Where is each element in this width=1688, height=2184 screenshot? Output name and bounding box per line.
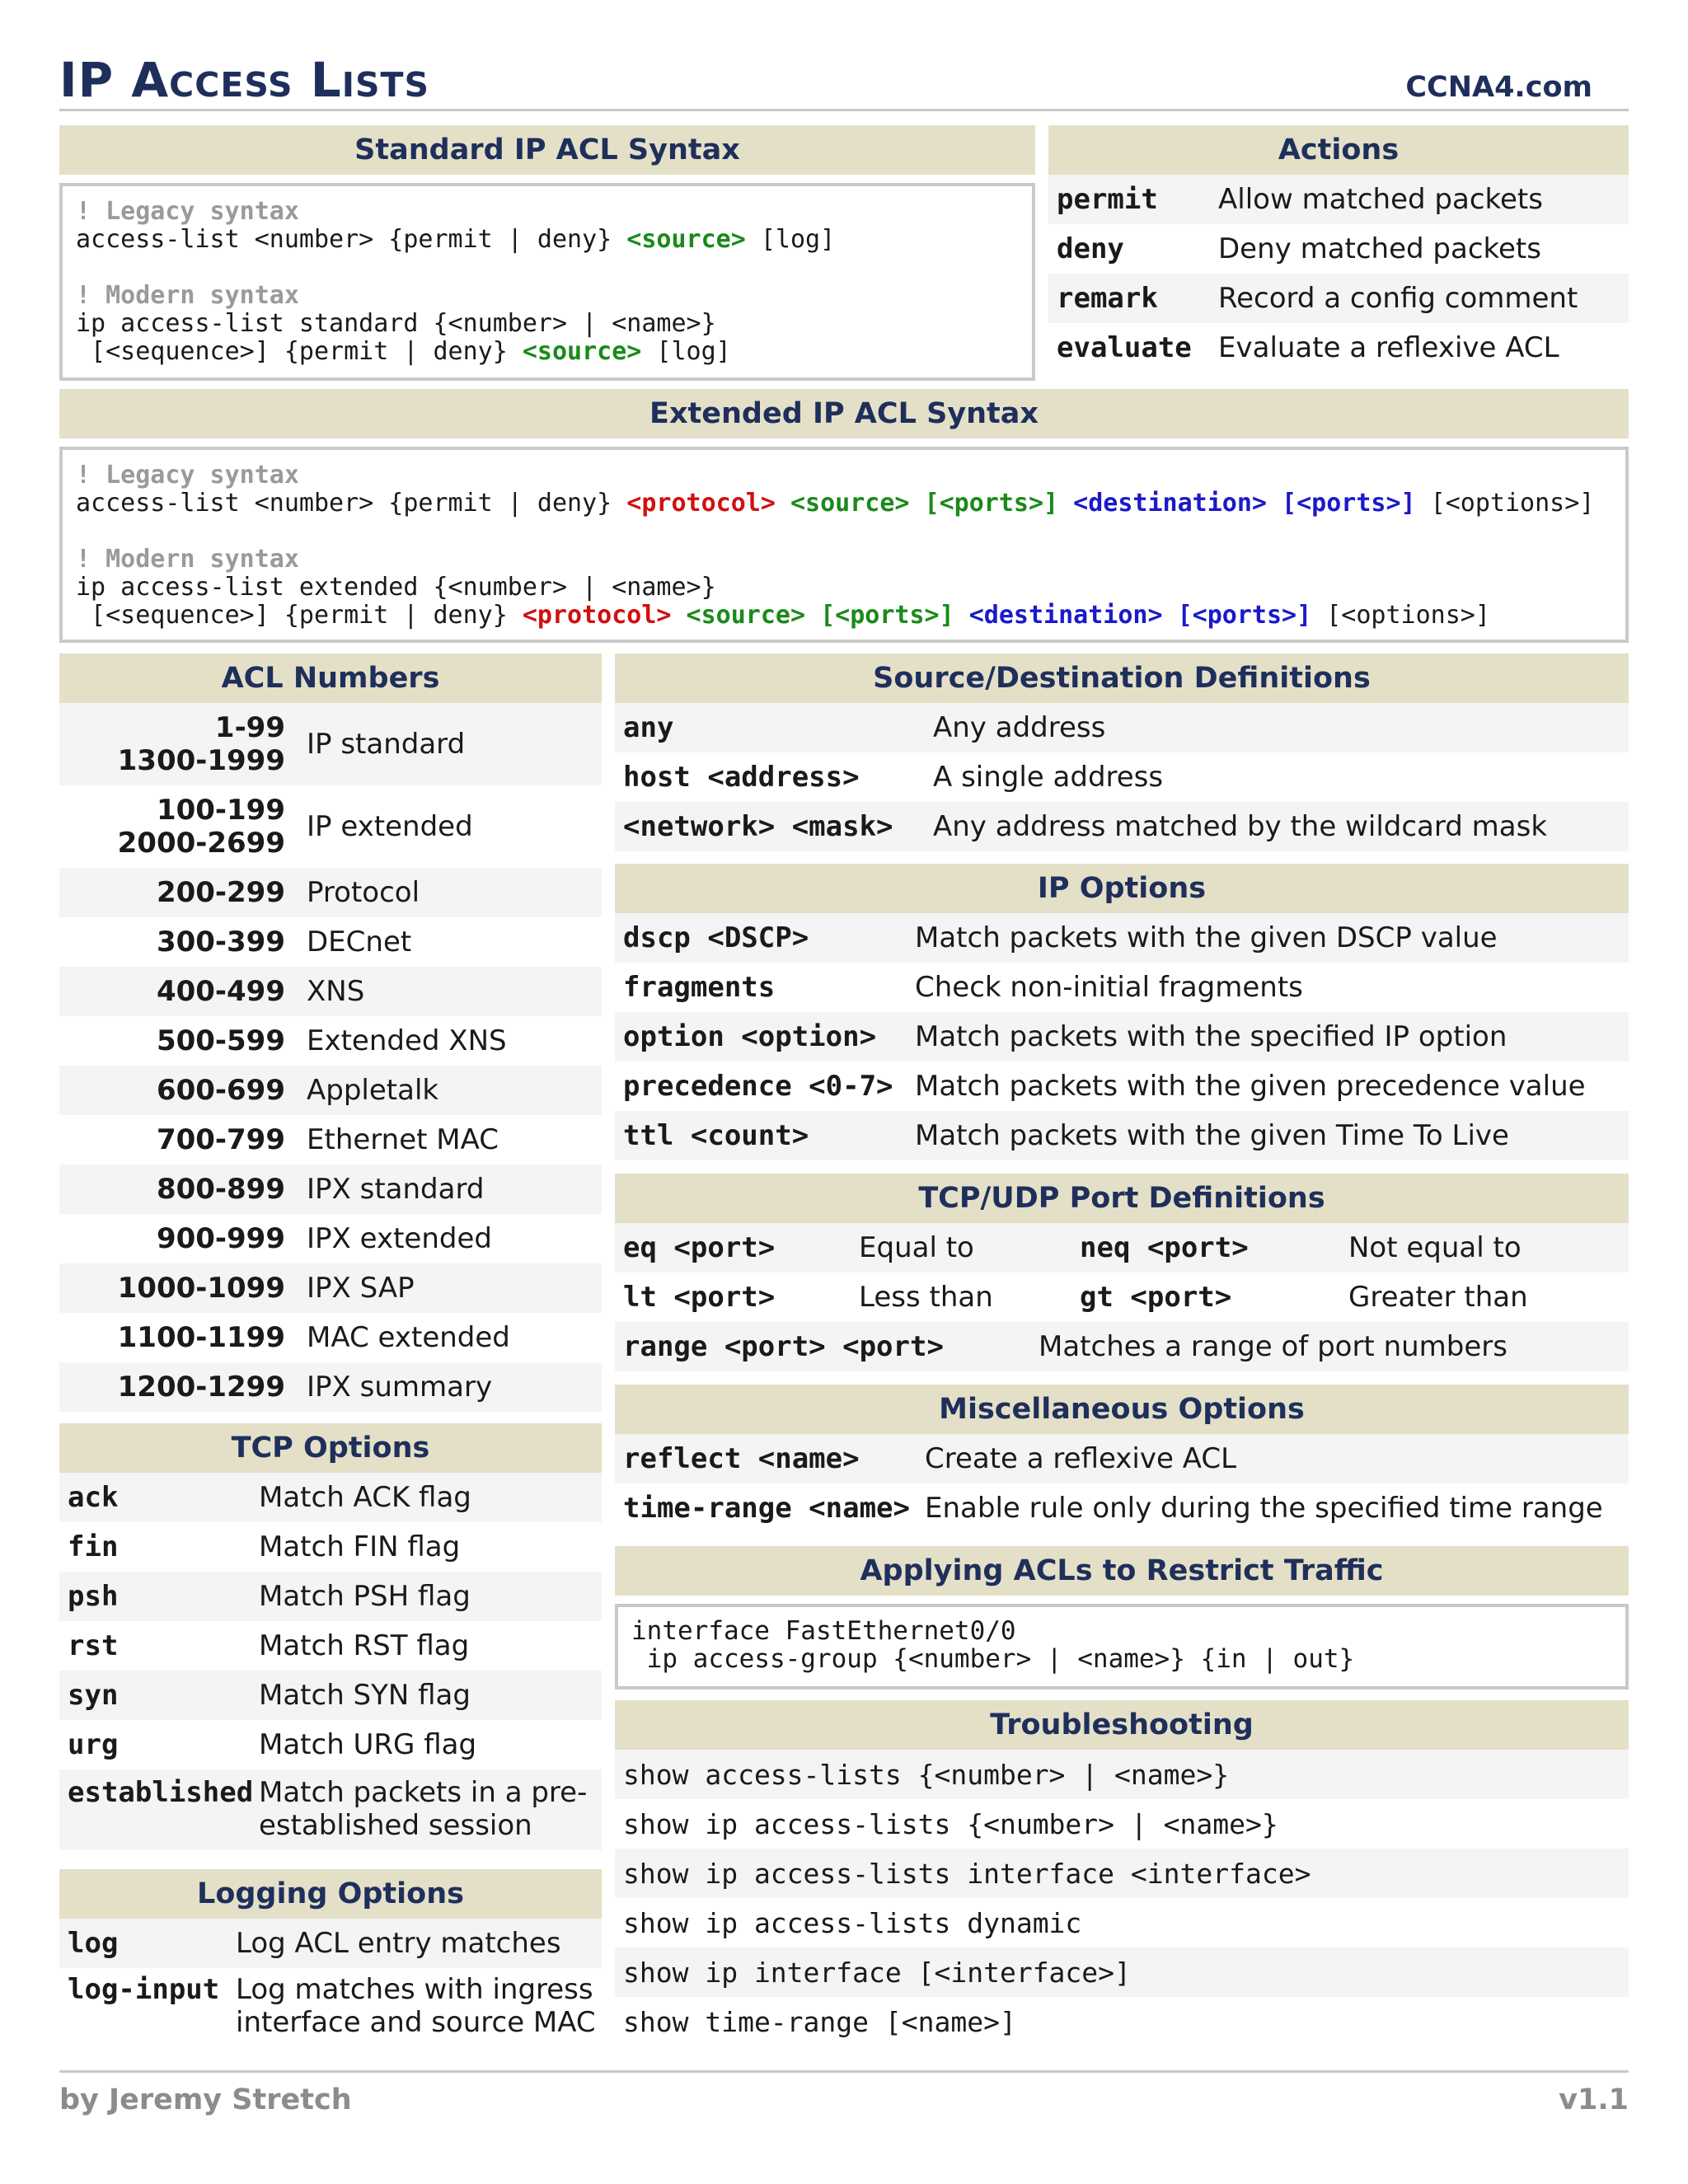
acl-range xyxy=(59,975,307,1008)
acl-range-value: 700-799 xyxy=(156,1123,285,1156)
action-desc: Deny matched packets xyxy=(1218,232,1541,265)
tcp-option-key: fin xyxy=(68,1530,119,1563)
acl-desc: IPX SAP xyxy=(307,1272,415,1305)
code-protocol: <protocol> xyxy=(626,489,776,518)
acl-desc: DECnet xyxy=(307,926,412,958)
logging-key: log-input xyxy=(68,1973,220,2006)
section-header: Source/Destination Definitions xyxy=(615,654,1629,703)
acl-range xyxy=(59,876,307,909)
table-row xyxy=(59,1671,602,1720)
ip-option-key: dscp <DSCP> xyxy=(623,921,809,954)
troubleshooting-command: show access-lists {<number> | <name>} xyxy=(615,1750,1629,1799)
table-row xyxy=(615,703,1629,752)
port-definitions-section xyxy=(615,1174,1629,1371)
action-key: deny xyxy=(1057,232,1124,265)
table-row xyxy=(615,1483,1629,1533)
port-desc: Greater than xyxy=(1348,1281,1528,1314)
code-source: <source> xyxy=(522,337,642,366)
table-row xyxy=(1048,224,1629,274)
acl-desc: IPX extended xyxy=(307,1222,492,1255)
desc-line: Match packets in a pre- xyxy=(259,1776,588,1809)
tcp-option-key: rst xyxy=(68,1629,119,1662)
port-key: eq <port> xyxy=(623,1231,776,1264)
code-text: [<sequence>] {permit | deny} xyxy=(76,337,523,366)
acl-range xyxy=(59,1272,307,1305)
tcp-option-key: psh xyxy=(68,1580,119,1613)
table-row xyxy=(615,802,1629,851)
ip-option-desc: Match packets with the given DSCP value xyxy=(915,921,1498,954)
table-row xyxy=(59,917,602,967)
port-key: neq <port> xyxy=(1080,1231,1249,1264)
acl-desc: Ethernet MAC xyxy=(307,1123,499,1156)
troubleshooting-command: show ip access-lists interface <interface> xyxy=(615,1849,1629,1898)
section-header: Actions xyxy=(1048,125,1629,175)
ip-option-desc: Check non-initial fragments xyxy=(915,971,1303,1004)
acl-range-value: 1000-1099 xyxy=(117,1272,285,1305)
footer-divider xyxy=(59,2070,1629,2073)
action-key: permit xyxy=(1057,183,1158,216)
acl-numbers-section xyxy=(59,654,602,1412)
code-protocol: <protocol> xyxy=(522,601,672,630)
srcdst-desc: A single address xyxy=(933,761,1164,794)
code-text: [<options>] xyxy=(1415,489,1595,518)
section-header: TCP/UDP Port Definitions xyxy=(615,1174,1629,1223)
acl-desc: Extended XNS xyxy=(307,1024,507,1057)
code-text: [log] xyxy=(641,337,731,366)
port-key: range <port> <port> xyxy=(623,1330,944,1363)
code-text: ip access-list standard {<number> | <name>} xyxy=(76,309,716,338)
troubleshooting-command: show ip access-lists dynamic xyxy=(615,1898,1629,1947)
ip-option-key: precedence <0-7> xyxy=(623,1070,893,1103)
table-row xyxy=(1048,274,1629,323)
acl-range-value: 600-699 xyxy=(156,1074,285,1107)
tcp-option-desc: Match ACK flag xyxy=(259,1481,471,1514)
code-comment: ! Modern syntax xyxy=(76,545,299,574)
acl-desc: IP standard xyxy=(307,728,466,761)
action-desc: Allow matched packets xyxy=(1218,183,1543,216)
srcdst-desc: Any address matched by the wildcard mask xyxy=(933,810,1548,843)
acl-range-value: 1-99 xyxy=(214,711,285,744)
acl-range-value: 800-899 xyxy=(156,1173,285,1206)
applying-acls-section xyxy=(615,1546,1629,1690)
port-key: lt <port> xyxy=(623,1281,776,1314)
action-desc: Evaluate a reflexive ACL xyxy=(1218,331,1559,364)
standard-syntax-code xyxy=(59,183,1035,381)
author: by Jeremy Stretch xyxy=(59,2083,352,2116)
port-desc: Matches a range of port numbers xyxy=(1039,1330,1507,1363)
code-text: access-list <number> {permit | deny} xyxy=(76,225,627,254)
misc-option-desc: Enable rule only during the specified time range xyxy=(925,1492,1603,1525)
table-row xyxy=(59,1572,602,1621)
acl-range xyxy=(59,926,307,958)
ip-option-desc: Match packets with the specified IP option xyxy=(915,1020,1507,1053)
desc-line: established session xyxy=(259,1809,532,1842)
table-row xyxy=(59,1473,602,1522)
acl-range-value: 500-599 xyxy=(156,1024,285,1057)
acl-range-value: 300-399 xyxy=(156,926,285,958)
table-row xyxy=(615,1272,1629,1322)
table-row xyxy=(1048,323,1629,373)
extended-acl-section xyxy=(59,389,1629,643)
acl-range-value: 200-299 xyxy=(156,876,285,909)
table-row xyxy=(59,1066,602,1115)
misc-options-section xyxy=(615,1385,1629,1533)
acl-range xyxy=(59,1321,307,1354)
ip-option-key: ttl <count> xyxy=(623,1119,809,1152)
tcp-option-desc: Match RST flag xyxy=(259,1629,470,1662)
code-source: <source> xyxy=(686,601,806,630)
tcp-option-desc: Match FIN flag xyxy=(259,1530,461,1563)
logging-options-section xyxy=(59,1869,602,2044)
code-text: interface FastEthernet0/0 xyxy=(631,1616,1016,1646)
code-comment: ! Modern syntax xyxy=(76,281,299,310)
section-header: TCP Options xyxy=(59,1423,602,1473)
code-source: <source> xyxy=(790,489,910,518)
table-row xyxy=(615,1223,1629,1272)
code-ports: [<ports>] xyxy=(820,601,954,630)
table-row xyxy=(59,703,602,785)
code-destination: <destination> xyxy=(968,601,1163,630)
acl-desc: IPX summary xyxy=(307,1371,493,1404)
tcp-option-key: ack xyxy=(68,1481,119,1514)
table-row xyxy=(59,1115,602,1165)
table-row xyxy=(615,1434,1629,1483)
table-row xyxy=(59,1968,602,2044)
action-desc: Record a config comment xyxy=(1218,282,1578,315)
tcp-option-key: established xyxy=(68,1776,254,1809)
header-divider xyxy=(59,109,1629,111)
tcp-option-desc: Match URG flag xyxy=(259,1728,477,1761)
code-text: ip access-list extended {<number> | <name>} xyxy=(76,573,716,602)
standard-acl-section xyxy=(59,125,1035,381)
table-row xyxy=(615,1111,1629,1160)
table-row xyxy=(59,1720,602,1769)
code-ports: [<ports>] xyxy=(1282,489,1416,518)
table-row xyxy=(59,868,602,917)
srcdst-key: <network> <mask> xyxy=(623,810,893,843)
table-row xyxy=(1048,175,1629,224)
acl-desc: XNS xyxy=(307,975,365,1008)
table-row xyxy=(59,1769,602,1850)
port-key: gt <port> xyxy=(1080,1281,1232,1314)
actions-section xyxy=(1048,125,1629,373)
table-row xyxy=(59,1522,602,1572)
acl-desc: MAC extended xyxy=(307,1321,510,1354)
acl-range-value: 1100-1199 xyxy=(117,1321,285,1354)
srcdst-desc: Any address xyxy=(933,711,1106,744)
table-row xyxy=(59,1165,602,1214)
table-row xyxy=(615,913,1629,963)
table-row xyxy=(59,785,602,868)
version: v1.1 xyxy=(1559,2083,1629,2116)
extended-syntax-code xyxy=(59,447,1629,643)
srcdst-key: any xyxy=(623,711,674,744)
acl-desc: Protocol xyxy=(307,876,420,909)
misc-option-desc: Create a reflexive ACL xyxy=(925,1442,1237,1475)
tcp-option-desc xyxy=(259,1776,587,1842)
acl-range-value: 2000-2699 xyxy=(117,827,285,860)
acl-range xyxy=(59,1371,307,1404)
logging-desc: Log matches with ingress interface and source MAC xyxy=(236,1973,596,2039)
tcp-option-key: urg xyxy=(68,1728,119,1761)
troubleshooting-command: show ip interface [<interface>] xyxy=(615,1947,1629,1997)
table-row xyxy=(59,967,602,1016)
table-row xyxy=(615,752,1629,802)
ip-option-key: option <option> xyxy=(623,1020,877,1053)
acl-range xyxy=(59,1024,307,1057)
section-header: Standard IP ACL Syntax xyxy=(59,125,1035,175)
ip-option-key: fragments xyxy=(623,971,776,1004)
acl-range-value: 400-499 xyxy=(156,975,285,1008)
section-header: IP Options xyxy=(615,864,1629,913)
ip-option-desc: Match packets with the given Time To Live xyxy=(915,1119,1509,1152)
logging-desc: Log ACL entry matches xyxy=(236,1927,561,1960)
code-destination: <destination> xyxy=(1073,489,1267,518)
acl-range xyxy=(59,1173,307,1206)
tcp-option-desc: Match PSH flag xyxy=(259,1580,471,1613)
table-row xyxy=(59,1919,602,1968)
acl-range xyxy=(59,794,307,860)
table-row xyxy=(59,1313,602,1362)
section-header: Extended IP ACL Syntax xyxy=(59,389,1629,438)
ip-options-section xyxy=(615,864,1629,1160)
acl-range-value: 1300-1999 xyxy=(117,744,285,777)
action-key: remark xyxy=(1057,282,1158,315)
table-row xyxy=(615,963,1629,1012)
section-header: Troubleshooting xyxy=(615,1700,1629,1750)
table-row xyxy=(615,1062,1629,1111)
acl-range-value: 900-999 xyxy=(156,1222,285,1255)
tcp-option-key: syn xyxy=(68,1679,119,1712)
port-desc: Not equal to xyxy=(1348,1231,1522,1264)
code-text: ip access-group {<number> | <name>} {in | out} xyxy=(631,1644,1355,1674)
table-row xyxy=(59,1621,602,1671)
acl-range-value: 1200-1299 xyxy=(117,1371,285,1404)
acl-range xyxy=(59,1123,307,1156)
acl-desc: IP extended xyxy=(307,810,473,843)
section-header: Applying ACLs to Restrict Traffic xyxy=(615,1546,1629,1596)
acl-range xyxy=(59,1074,307,1107)
section-header: Logging Options xyxy=(59,1869,602,1919)
table-row xyxy=(59,1263,602,1313)
code-comment: ! Legacy syntax xyxy=(76,461,299,490)
table-row xyxy=(615,1322,1629,1371)
code-text: [<sequence>] {permit | deny} xyxy=(76,601,523,630)
acl-range xyxy=(59,1222,307,1255)
table-row xyxy=(59,1214,602,1263)
code-ports: [<ports>] xyxy=(1177,601,1312,630)
section-header: ACL Numbers xyxy=(59,654,602,703)
srcdst-key: host <address> xyxy=(623,761,860,794)
troubleshooting-command: show time-range [<name>] xyxy=(615,1997,1629,2046)
code-source: <source> xyxy=(626,225,746,254)
port-desc: Less than xyxy=(859,1281,993,1314)
site-name: CCNA4.com xyxy=(1405,71,1592,104)
port-desc: Equal to xyxy=(859,1231,974,1264)
acl-range-value: 100-199 xyxy=(156,794,285,827)
acl-desc: IPX standard xyxy=(307,1173,485,1206)
applying-code xyxy=(615,1604,1629,1690)
section-header: Miscellaneous Options xyxy=(615,1385,1629,1434)
misc-option-key: reflect <name> xyxy=(623,1442,860,1475)
tcp-option-desc: Match SYN flag xyxy=(259,1679,471,1712)
code-comment: ! Legacy syntax xyxy=(76,197,299,226)
table-row xyxy=(615,1012,1629,1062)
srcdst-section xyxy=(615,654,1629,851)
acl-desc: Appletalk xyxy=(307,1074,439,1107)
ip-option-desc: Match packets with the given precedence value xyxy=(915,1070,1586,1103)
code-ports: [<ports>] xyxy=(924,489,1059,518)
tcp-options-section xyxy=(59,1423,602,1850)
troubleshooting-section xyxy=(615,1700,1629,2046)
table-row xyxy=(59,1016,602,1066)
misc-option-key: time-range <name> xyxy=(623,1492,910,1525)
troubleshooting-command: show ip access-lists {<number> | <name>} xyxy=(615,1799,1629,1849)
table-row xyxy=(59,1362,602,1412)
acl-range xyxy=(59,711,307,777)
action-key: evaluate xyxy=(1057,331,1192,364)
logging-key: log xyxy=(68,1927,119,1960)
page-title: IP Access Lists xyxy=(59,52,430,108)
code-text: access-list <number> {permit | deny} xyxy=(76,489,627,518)
code-text: [log] xyxy=(745,225,836,254)
code-text: [<options>] xyxy=(1311,601,1490,630)
